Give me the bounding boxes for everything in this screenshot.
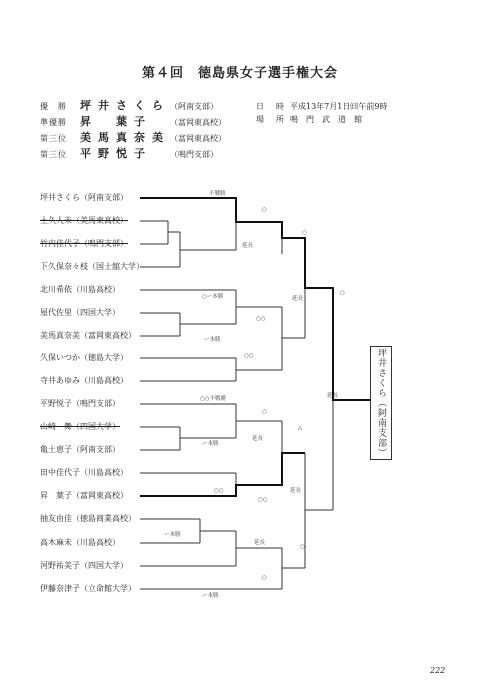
result-label: 延長 (292, 296, 304, 302)
bracket-line (282, 222, 333, 370)
result-label: 延長 (242, 243, 254, 249)
result-label: ー本勝 (204, 337, 221, 343)
player-name: 土久人未（美馬東高校） (40, 216, 128, 225)
result-mark: ○ (262, 409, 267, 415)
winner-name: 坪井さくら (80, 99, 170, 112)
player-name: 寺井あゆみ（川島高校） (40, 376, 128, 385)
winner-rank: 準優勝 (40, 118, 67, 127)
player-name: 坪井さくら（阿南支部） (40, 193, 128, 202)
result-mark: ○ (300, 544, 305, 550)
player-name: 亀土恵子（阿南支部） (40, 445, 120, 454)
player-name: 竹内佳代子（鳴門支部） (40, 239, 128, 248)
result-label: 延長 (327, 393, 339, 399)
player-name: 高木麻未（川島高校） (40, 538, 120, 547)
player-name: 田中佳代子（川島高校） (40, 468, 128, 477)
place-value: 鳴 門 武 道 館 (290, 115, 362, 124)
player-name: 北川希依（川島高校） (40, 285, 120, 294)
player-name: 昇 葉子（富岡東高校） (40, 491, 128, 500)
winner-rank: 第三位 (40, 150, 67, 159)
player-name: 久保いつか（徳島大学） (40, 353, 128, 362)
winner-team: （阿南支部） (170, 102, 218, 111)
result-label: ○ー本勝 (202, 294, 224, 300)
bracket-line (140, 358, 282, 381)
result-label: ○○不戦勝 (200, 396, 227, 402)
result-mark: ○ (262, 207, 267, 213)
date-value: 平成13年7月1日㈰午前9時 (290, 102, 388, 111)
result-mark: ○○ (258, 497, 268, 503)
player-name: 山崎 舞（四国大学） (40, 422, 120, 431)
bracket-line (140, 221, 236, 267)
date-label: 日 時 (256, 102, 286, 111)
player-name: 下久保奈々枝（国士舘大学） (40, 262, 144, 271)
result-label: 延長 (290, 488, 302, 494)
result-mark: ○ (262, 575, 267, 581)
winner-rank: 優 勝 (40, 102, 67, 111)
winner-team: （鳴門支部） (170, 150, 218, 159)
result-label: 延長 (254, 540, 266, 546)
page-number: 222 (430, 666, 446, 675)
winner-name: 平野悦子 (80, 147, 152, 160)
champion-box: 坪井さくら（阿南支部） (370, 346, 392, 460)
player-name: 抽友由佳（徳島商業高校） (40, 514, 136, 523)
player-name: 河野祐美子（四国大学） (40, 561, 128, 570)
winner-name: 美馬真奈美 (80, 131, 170, 144)
player-name: 平野悦子（鳴門支部） (40, 399, 120, 408)
result-mark: ○○ (244, 353, 254, 359)
page-title: 第４回 徳島県女子選手権大会 (141, 66, 338, 81)
player-name: 伊藤奈津子（立命館大学） (40, 584, 136, 593)
result-label: ー本勝 (164, 532, 181, 538)
result-label: 不戦勝 (209, 191, 226, 197)
result-mark: △ (298, 425, 303, 431)
result-label: ー本勝 (202, 441, 219, 447)
winner-rank: 第三位 (40, 134, 67, 143)
winner-team: （富岡東高校） (170, 118, 226, 127)
result-label: ー本勝 (202, 593, 219, 599)
result-label: 延長 (252, 436, 264, 442)
result-mark: ○○ (256, 316, 266, 322)
result-mark: ○ (340, 290, 345, 296)
result-mark: ○ (302, 230, 307, 236)
winner-team: （富岡東高校） (170, 134, 226, 143)
place-label: 場 所 (256, 115, 286, 124)
result-mark: ○○ (214, 488, 224, 494)
winner-name: 昇 葉子 (80, 115, 152, 128)
player-name: 屋代佐里（四国大学） (40, 308, 120, 317)
player-name: 美馬真奈美（富岡東高校） (40, 331, 136, 340)
